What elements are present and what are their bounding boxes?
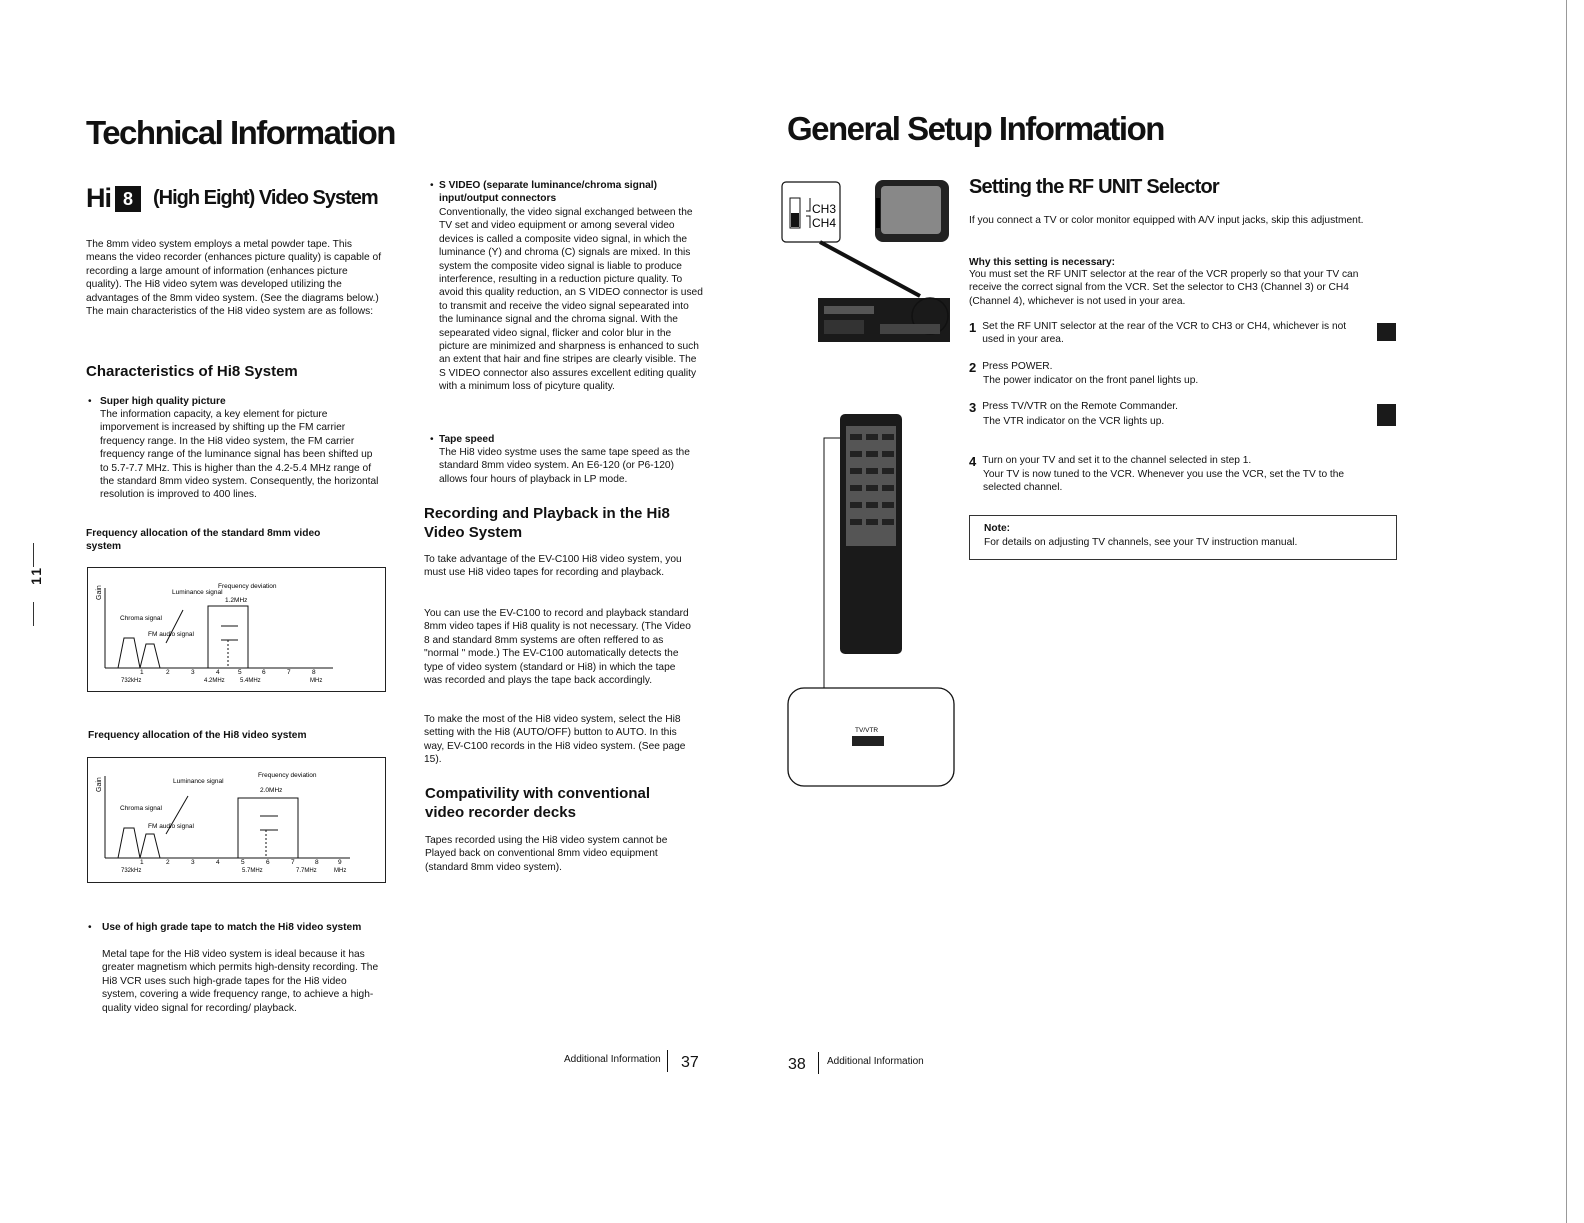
fig1-tick-1: 1 <box>140 669 144 676</box>
hi8-logo <box>86 183 141 214</box>
rf-switch-knob <box>791 213 799 227</box>
step-number: 1 <box>969 320 977 335</box>
fig1-luminance: Luminance signal <box>172 589 223 596</box>
hi8-section-heading <box>86 183 378 214</box>
tvvtr-label: TV/VTR <box>855 727 879 734</box>
high-grade-text: Metal tape for the Hi8 video system is ideal because it has greater magnetism which permits high-density recording. The Hi8 VCR uses such high-grade tapes for the Hi8 video system, covering a wide frequency range, to achieve a high-quality video signal for recording/ playback. <box>102 949 379 1014</box>
fig2-audio-shape <box>140 834 160 858</box>
fig2-tick-2: 2 <box>166 859 170 866</box>
note-title: Note: <box>984 523 1011 534</box>
right-footer-divider <box>818 1052 819 1074</box>
step-2-sub: The power indicator on the front panel lights up. <box>983 375 1199 386</box>
step-3-sub: The VTR indicator on the VCR lights up. <box>983 416 1165 427</box>
fig2-fm-audio: FM audio signal <box>148 823 194 830</box>
svideo-title: S VIDEO (separate luminance/chroma signal) input/output connectors <box>439 180 657 205</box>
fig2-caption: Frequency allocation of the Hi8 video system <box>88 730 307 741</box>
fig2-tick-1: 1 <box>140 859 144 866</box>
margin-rule-top <box>33 543 34 567</box>
fig1-dev-value: 1.2MHz <box>225 597 248 604</box>
bullet-dot: • <box>88 922 92 933</box>
right-page-title: General Setup Information <box>787 110 1164 147</box>
left-footer-label: Additional Information <box>564 1054 661 1065</box>
fig1-low: 732kHz <box>121 678 142 684</box>
step-text: Set the RF UNIT selector at the rear of the VCR to CH3 or CH4, whichever is not used in your area. <box>982 321 1347 346</box>
fig1-gain: Gain <box>96 585 103 600</box>
why-text: You must set the RF UNIT selector at the rear of the VCR properly so that your TV can receive the correct signal from the VCR. Set the selector to CH3 (Channel 3) or CH4 (Channel 4), whichever is not used in your area. <box>969 269 1359 307</box>
fig2-chroma-shape <box>118 828 140 858</box>
setup-illustration <box>780 176 960 790</box>
high-grade-title: Use of high grade tape to match the Hi8 video system <box>102 922 362 933</box>
vcr-slot <box>824 306 874 314</box>
margin-page-mark: 11 <box>28 566 44 585</box>
freq-allocation-hi8-figure <box>87 757 386 883</box>
bullet-dot: • <box>430 180 434 191</box>
bullet-dot: • <box>88 396 92 407</box>
step-number: 3 <box>969 400 977 415</box>
step-text: Turn on your TV and set it to the channel selected in step 1. <box>982 455 1252 466</box>
right-footer-label: Additional Information <box>827 1056 924 1067</box>
fig2-unit: MHz <box>334 868 347 874</box>
fig2-freq-dev: Frequency deviation <box>258 772 317 779</box>
note-box <box>969 515 1397 560</box>
recording-paragraph-3: To make the most of the Hi8 video system, select the Hi8 setting with the Hi8 (AUTO/OFF) button to AUTO. In this way, EV-C100 records in the Hi8 video system. (See page 15). <box>424 714 686 766</box>
right-page-number: 38 <box>788 1056 806 1073</box>
tape-speed-text: The Hi8 video systme uses the same tape speed as the standard 8mm video system. An E6-120 (or P6-120) allows four hours of playback in LP mode. <box>439 447 690 485</box>
fig2-luma-shape <box>238 798 298 858</box>
rf-intro: If you connect a TV or color monitor equipped with A/V input jacks, skip this adjustment. <box>969 215 1364 226</box>
fig2-tick-9: 9 <box>338 859 342 866</box>
fig1-f1: 4.2MHz <box>204 678 225 684</box>
fig1-luma-shape <box>208 606 248 668</box>
fig1-svg <box>88 568 385 691</box>
fig2-f1: 5.7MHz <box>242 868 263 874</box>
compat-heading: Compativility with conventional video recorder decks <box>425 785 651 821</box>
fig2-f2: 7.7MHz <box>296 868 317 874</box>
fig1-freq-dev: Frequency deviation <box>218 583 277 590</box>
left-footer-divider <box>667 1050 668 1072</box>
tape-speed-title: Tape speed <box>439 434 495 445</box>
recording-paragraph-2: You can use the EV-C100 to record and playback standard 8mm video tapes if Hi8 quality is not necessary. (The Video 8 and standard 8mm systems are often reffered to as "normal " mode.) The EV-C100 automatically detects the type of video system (standard or Hi8) in which the tape was recorded and plays the tape back accordingly. <box>424 608 691 687</box>
fig2-tick-5: 5 <box>241 859 245 866</box>
fig2-tick-7: 7 <box>291 859 295 866</box>
step-4-sub: Your TV is now tuned to the VCR. Whenever you use the VCR, set the TV to the selected channel. <box>983 469 1345 494</box>
fig1-audio-shape <box>140 644 160 668</box>
fig1-tick-3: 3 <box>191 669 195 676</box>
fig1-tick-8: 8 <box>312 669 316 676</box>
bullet-dot: • <box>430 434 434 445</box>
compat-text: Tapes recorded using the Hi8 video system cannot be Played back on conventional 8mm video equipment (standard 8mm video system). <box>425 835 668 873</box>
super-high-text: The information capacity, a key element for picture imporvement is increased by shifting up the FM carrier frequency range. In the Hi8 video system, the FM carrier frequency range of the luminance signal has been shifted up to 5.7-7.7 MHz. This is higher than the 4.2-5.4 MHz range of the standard 8mm video system. Consequently, the horizontal resolution is improved to 400 lines. <box>100 409 379 501</box>
tv-edge <box>876 198 880 228</box>
tvvtr-button <box>852 736 884 746</box>
fig1-tick-5: 5 <box>238 669 242 676</box>
hi8-intro: The 8mm video system employs a metal powder tape. This means the video recorder (enhances picture quality) is capable of recording a large amount of information (enhances picture quality). The Hi8 video sytem was developed utilizing the advantages of the 8mm video system. (See the diagrams below.) The main characteristics of the Hi8 video system are as follows: <box>86 239 382 318</box>
rf-switch-icon <box>1377 323 1396 341</box>
fig2-svg <box>88 758 385 882</box>
fig2-chroma: Chroma signal <box>120 805 162 812</box>
fig2-tick-3: 3 <box>191 859 195 866</box>
step-4 <box>969 454 1379 469</box>
left-page-title: Technical Information <box>86 114 395 151</box>
fig1-chroma-shape <box>118 638 140 668</box>
hi8-logo-box: 8 <box>115 186 141 212</box>
hi8-logo-text: Hi <box>86 183 111 213</box>
tv-screen <box>881 186 941 234</box>
fig1-luma-pointer <box>166 610 183 643</box>
fig1-tick-7: 7 <box>287 669 291 676</box>
remote-icon <box>1377 404 1396 426</box>
left-page-number: 37 <box>681 1054 699 1071</box>
fig1-tick-6: 6 <box>262 669 266 676</box>
step-text: Press TV/VTR on the Remote Commander. <box>982 401 1178 412</box>
step-text: Press POWER. <box>982 361 1053 372</box>
fig1-caption: Frequency allocation of the standard 8mm video system <box>86 528 321 553</box>
rf-ch4-label: CH4 <box>812 216 837 230</box>
setup-illustration-svg <box>780 176 960 790</box>
fig2-tick-8: 8 <box>315 859 319 866</box>
vcr-buttons <box>880 324 940 334</box>
step-number: 4 <box>969 454 977 469</box>
rf-selector-heading: Setting the RF UNIT Selector <box>969 176 1219 198</box>
fig1-fm-audio: FM audio signal <box>148 631 194 638</box>
freq-allocation-standard-figure <box>87 567 386 692</box>
step-number: 2 <box>969 360 977 375</box>
fig2-dev-value: 2.0MHz <box>260 787 283 794</box>
fig2-tick-4: 4 <box>216 859 220 866</box>
fig2-low: 732kHz <box>121 868 142 874</box>
fig1-tick-4: 4 <box>216 669 220 676</box>
fig2-tick-6: 6 <box>266 859 270 866</box>
svideo-text: Conventionally, the video signal exchanged between the TV set and video equipment or among several video devices is called a composite video signal, in which the luminance (Y) and chroma (C) signals are mixed. In this system the composite video signal is liable to produce interference, resulting in a reduction picture quality. To avoid this quality reduction, an S VIDEO connector is used to transmit and receive the video signal sepearated into the luminance signal and the chroma signal. With the sepearated video signal, flicker and color blur in the picture are minimized and sharpness is enhanced to such an extent that hair and fine stripes are clearly visible. The S VIDEO connector also assures excellent editing quality with a minimum loss of picyture quality. <box>439 207 703 393</box>
fig2-gain: Gain <box>96 777 103 792</box>
recording-heading: Recording and Playback in the Hi8 Video System <box>424 505 670 541</box>
remote-callout-line <box>824 438 840 688</box>
step-1 <box>969 320 1369 347</box>
characteristics-heading: Characteristics of Hi8 System <box>86 363 298 380</box>
fig1-tick-2: 2 <box>166 669 170 676</box>
rf-pointer-line <box>820 242 920 296</box>
scan-edge-line <box>1566 0 1567 1223</box>
fig2-luminance: Luminance signal <box>173 778 224 785</box>
fig1-chroma: Chroma signal <box>120 615 162 622</box>
hi8-section-title: (High Eight) Video System <box>153 187 378 209</box>
recording-paragraph-1: To take advantage of the EV-C100 Hi8 video system, you must use Hi8 video tapes for recording and playback. <box>424 554 682 579</box>
fig1-unit: MHz <box>310 678 323 684</box>
why-title: Why this setting is necessary: <box>969 257 1116 268</box>
fig1-f2: 5.4MHz <box>240 678 261 684</box>
rf-ch3-label: CH3 <box>812 202 837 216</box>
super-high-title: Super high quality picture <box>100 396 226 407</box>
margin-rule-bottom <box>33 602 34 626</box>
step-2 <box>969 360 1369 375</box>
note-text: For details on adjusting TV channels, see your TV instruction manual. <box>984 537 1298 548</box>
step-3 <box>969 400 1369 415</box>
vcr-panel <box>824 320 864 334</box>
